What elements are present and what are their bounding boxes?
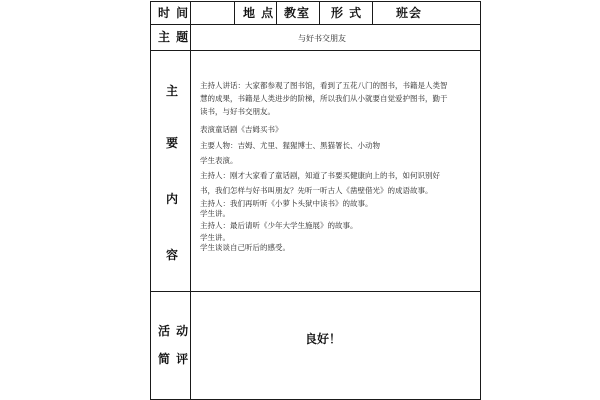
content-line: 主持人：我们再听听《小萝卜头狱中读书》的故事。 bbox=[200, 199, 373, 208]
evaluation-value: 良好！ bbox=[305, 332, 342, 346]
content-label-char: 要 bbox=[166, 136, 179, 150]
topic-label: 主 题 bbox=[158, 30, 190, 44]
evaluation-label-line1: 活 动 bbox=[158, 324, 190, 338]
table-row-divider bbox=[150, 291, 481, 292]
table-column-divider bbox=[372, 1, 373, 24]
content-line: 书，我们怎样与好书叫朋友？先听一听古人《凿壁借光》的成语故事。 bbox=[200, 186, 433, 195]
content-line: 读书，与好书交朋友。 bbox=[200, 107, 275, 116]
content-label-char: 主 bbox=[166, 84, 179, 98]
content-label-char: 内 bbox=[166, 192, 179, 206]
content-line: 学生讲。 bbox=[200, 233, 230, 242]
table-border-left bbox=[150, 1, 151, 400]
content-label-char: 容 bbox=[166, 248, 179, 262]
topic-value: 与好书交朋友 bbox=[298, 34, 346, 43]
table-column-divider bbox=[319, 1, 320, 24]
form-value: 班会 bbox=[396, 6, 423, 20]
evaluation-label-line2: 简 评 bbox=[158, 352, 190, 366]
content-line: 慧的成果，书籍是人类进步的阶梯，所以我们从小就要自觉爱护图书，勤于 bbox=[200, 94, 448, 103]
content-line: 主持人：最后请听《少年大学生施展》的故事。 bbox=[200, 221, 358, 230]
time-label: 时 间 bbox=[158, 6, 190, 20]
content-line: 主持人讲话：大家都参观了图书馆，看到了五花八门的图书，书籍是人类智 bbox=[200, 81, 448, 90]
table-column-divider bbox=[276, 1, 277, 24]
place-value: 教室 bbox=[284, 6, 311, 20]
table-column-divider bbox=[234, 1, 235, 24]
content-line: 学生讲。 bbox=[200, 209, 230, 218]
content-line: 学生表演。 bbox=[200, 156, 238, 165]
table-row-divider bbox=[150, 24, 481, 25]
content-line: 学生谈谈自己听后的感受。 bbox=[200, 243, 290, 252]
content-line: 主要人物：吉姆、尤里、猩猩博士、黑猫署长、小动物 bbox=[200, 141, 380, 150]
content-line: 主持人：刚才大家看了童话剧，知道了书要买健康向上的书，如何识别好 bbox=[200, 171, 440, 180]
table-row-divider bbox=[150, 50, 481, 51]
table-border-top bbox=[150, 1, 481, 2]
content-line: 表演童话剧《吉姆买书》 bbox=[200, 125, 283, 134]
form-label: 形 式 bbox=[331, 6, 363, 20]
place-label: 地 点 bbox=[243, 6, 275, 20]
table-column-divider bbox=[190, 1, 191, 400]
